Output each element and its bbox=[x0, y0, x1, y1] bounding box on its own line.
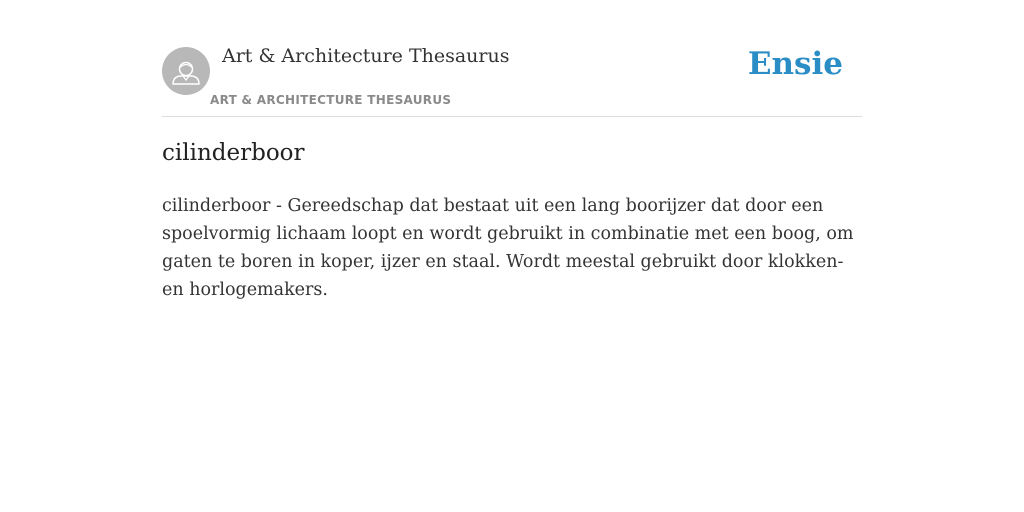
entry-title: cilinderboor bbox=[162, 140, 305, 166]
header bbox=[162, 0, 862, 117]
author-avatar[interactable] bbox=[162, 47, 210, 95]
page bbox=[162, 0, 862, 300]
author-name-link[interactable]: Art & Architecture Thesaurus bbox=[222, 45, 510, 67]
entry-definition: cilinderboor - Gereedschap dat bestaat uit een lang boorijzer dat door een spoelvormig lichaam loopt en wordt gebruikt in combinatie met een boog, om gaten te boren in koper, ijzer en staal. Wordt meestal gebruikt door klokken- en horlogemakers. bbox=[162, 196, 854, 300]
user-icon bbox=[162, 47, 210, 95]
brand-logo[interactable]: Ensie bbox=[747, 46, 843, 82]
author-subtitle[interactable]: ART & ARCHITECTURE THESAURUS bbox=[210, 93, 452, 107]
